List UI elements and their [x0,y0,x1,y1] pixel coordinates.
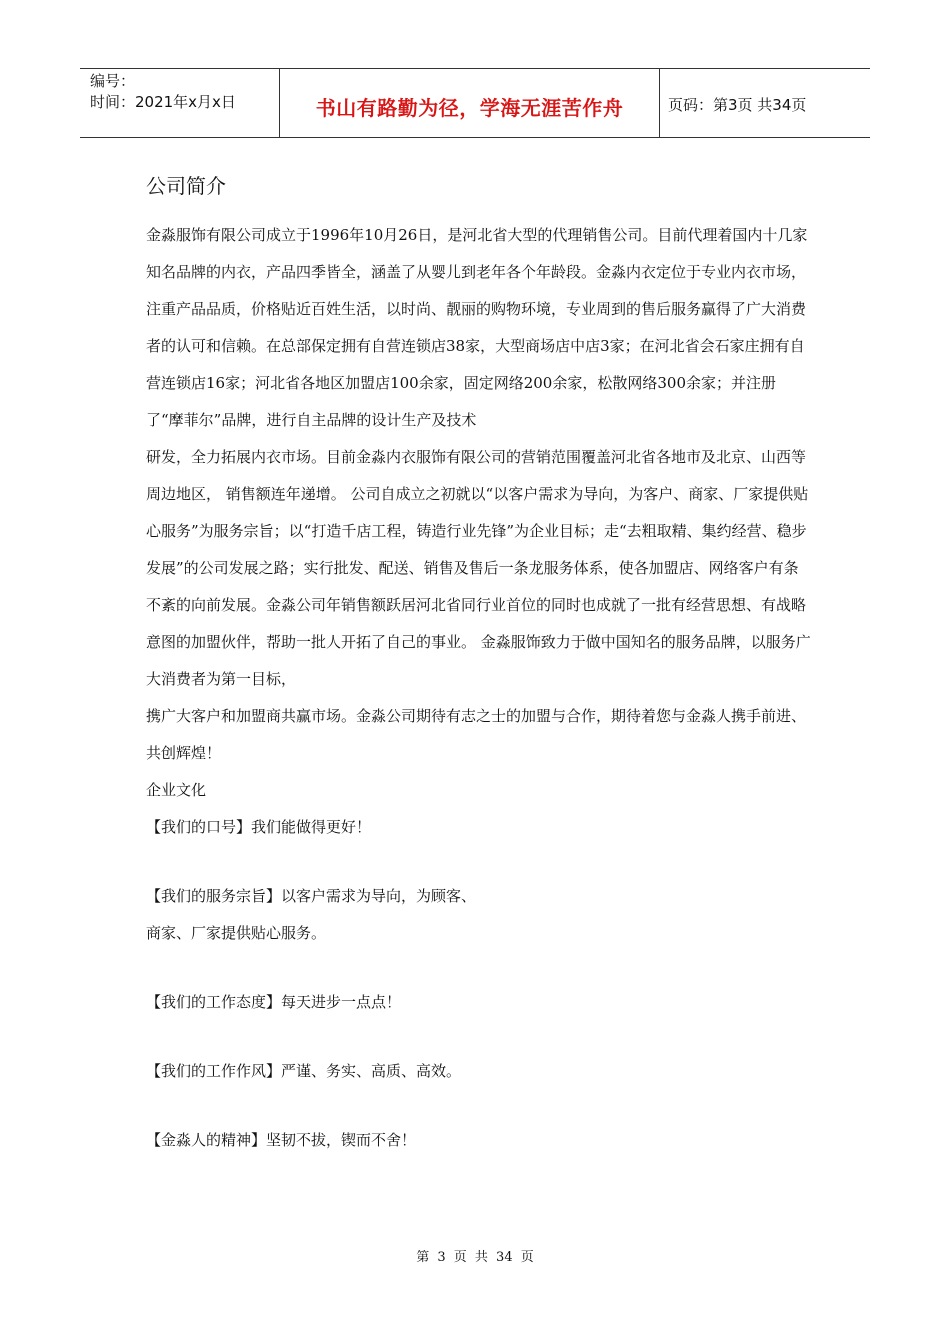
time-label: 时间：2021年x月x日 [90,93,236,111]
culture-heading: 企业文化 [146,781,207,799]
culture-attitude: 【我们的工作态度】每天进步一点点！ [146,993,402,1011]
culture-service-line-1: 【我们的服务宗旨】以客户需求为导向，为顾客、 [146,887,477,905]
intro-paragraph-1: 金淼服饰有限公司成立于1996年10月26日，是河北省大型的代理销售公司。目前代理着国内十几家知名品牌的内衣，产品四季皆全，涵盖了从婴儿到老年各个年龄段。金淼内衣定位于专业内衣市场，注重产品品质，价格贴近百姓生活，以时尚、靓丽的购物环境，专业周到的售后服务赢得了广大消费者的认可和信赖。在总部保定拥有自营连锁店38家，大型商场店中店3家；在河北省会石家庄拥有自营连锁店16家；河北省各地区加盟店100余家，固定网络200余家，松散网络300余家；并注册了“摩菲尔”品牌，进行自主品牌的设计生产及技术 [146,226,808,429]
spacer [146,1090,811,1122]
spacer [146,846,811,878]
number-label: 编号： [90,72,136,90]
spacer [146,1021,811,1053]
page-title: 公司简介 [146,174,226,198]
culture-style: 【我们的工作作风】严谨、务实、高质、高效。 [146,1062,462,1080]
culture-spirit: 【金淼人的精神】坚韧不拔，锲而不舍！ [146,1131,417,1149]
header-motto: 书山有路勤为径，学海无涯苦作舟 [280,69,660,137]
header-page-info: 页码：第3页 共34页 [668,95,807,114]
intro-paragraph-2: 研发，全力拓展内衣市场。目前金淼内衣服饰有限公司的营销范围覆盖河北省各地市及北京、山西等周边地区， 销售额连年递增。 公司自成立之初就以“以客户需求为导向，为客户、商家、厂家提供贴心服务”为服务宗旨；以“打造千店工程，铸造行业先锋”为企业目标；走“去粗取精、集约经营、稳步发展”的公司发展之路；实行批发、配送、销售及售后一条龙服务体系，使各加盟店、网络客户有条不紊的向前发展。金淼公司年销售额跃居河北省同行业首位的同时也成就了一批有经营思想、有战略意图的加盟伙伴，帮助一批人开拓了自己的事业。 金淼服饰致力于做中国知名的服务品牌，以服务广大消费者为第一目标， [146,448,811,688]
header-meta [80,69,280,137]
culture-service-line-2: 商家、厂家提供贴心服务。 [146,924,327,942]
page-footer: 第 3 页 共 34 页 [416,1250,534,1265]
intro-paragraph-3: 携广大客户和加盟商共赢市场。金淼公司期待有志之士的加盟与合作，期待着您与金淼人携手前进、共创辉煌！ [146,707,807,762]
document-body [146,217,811,1159]
culture-slogan: 【我们的口号】我们能做得更好！ [146,818,372,836]
spacer [146,952,811,984]
page-header [80,68,870,138]
